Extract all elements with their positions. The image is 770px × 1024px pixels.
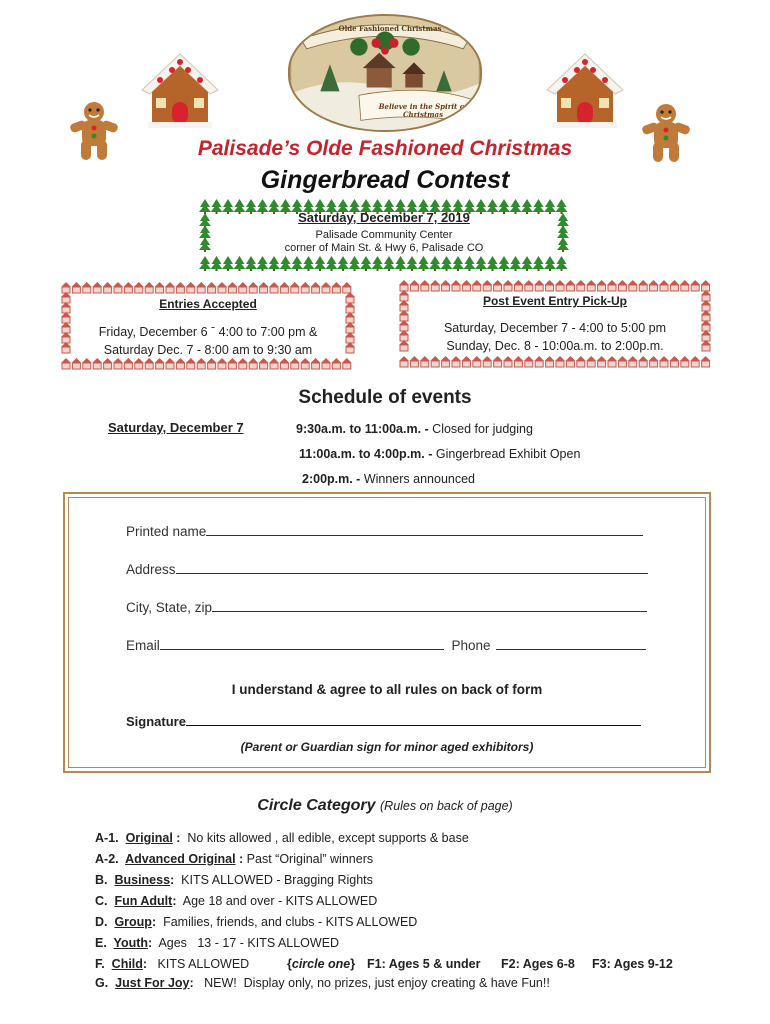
- small-house-icon: [420, 280, 430, 291]
- small-house-icon: [331, 358, 341, 369]
- small-house-icon: [680, 356, 690, 367]
- pickup-title: Post Event Entry Pick-Up: [482, 294, 628, 308]
- small-house-icon: [617, 280, 627, 291]
- schedule-day: Saturday, December 7: [108, 420, 244, 435]
- small-house-icon: [165, 282, 175, 293]
- small-house-icon: [576, 280, 586, 291]
- email-line[interactable]: [160, 636, 444, 650]
- small-house-icon: [399, 280, 409, 291]
- printed-name-field[interactable]: [126, 522, 643, 539]
- small-house-icon: [628, 356, 638, 367]
- small-house-icon: [279, 358, 289, 369]
- small-house-icon: [576, 356, 586, 367]
- category-separator: :: [172, 894, 177, 908]
- small-house-icon: [451, 356, 461, 367]
- small-house-icon: [238, 358, 248, 369]
- venue-address: corner of Main St. & Hwy 6, Palisade CO: [284, 242, 484, 254]
- schedule-time: 11:00a.m. to 4:00p.m. -: [299, 447, 433, 461]
- small-house-icon: [441, 356, 451, 367]
- tree-icon: [441, 256, 453, 271]
- signature-line[interactable]: [186, 712, 641, 726]
- small-house-icon: [482, 280, 492, 291]
- small-house-icon: [482, 356, 492, 367]
- entries-box: [60, 280, 356, 370]
- small-house-icon: [269, 358, 279, 369]
- tree-icon: [303, 256, 315, 271]
- small-house-icon: [472, 280, 482, 291]
- small-house-icon: [290, 358, 300, 369]
- small-house-icon: [196, 358, 206, 369]
- small-house-icon: [165, 358, 175, 369]
- tree-icon: [291, 256, 303, 271]
- small-house-icon: [399, 356, 409, 367]
- small-house-icon: [461, 280, 471, 291]
- tree-icon: [487, 256, 499, 271]
- contest-title: Gingerbread Contest: [260, 166, 510, 194]
- small-house-icon: [71, 358, 81, 369]
- schedule-desc: Closed for judging: [428, 422, 533, 436]
- tree-icon: [395, 256, 407, 271]
- tree-icon: [521, 256, 533, 271]
- small-house-icon: [399, 300, 409, 311]
- category-description: Past “Original” winners: [243, 852, 374, 866]
- small-house-icon: [186, 358, 196, 369]
- small-house-icon: [617, 356, 627, 367]
- tree-icon: [314, 256, 326, 271]
- small-house-icon: [555, 280, 565, 291]
- small-house-icon: [311, 282, 321, 293]
- small-house-icon: [534, 280, 544, 291]
- small-house-icon: [61, 342, 71, 353]
- small-house-icon: [503, 280, 513, 291]
- email-label: Email: [126, 638, 160, 653]
- schedule-desc: Winners announced: [360, 472, 476, 486]
- event-date: Saturday, December 7, 2019: [298, 210, 470, 225]
- small-house-icon: [238, 282, 248, 293]
- small-house-icon: [345, 322, 355, 333]
- category-code: A-1.: [95, 831, 126, 845]
- signature-label: Signature: [126, 714, 186, 729]
- category-description: KITS ALLOWED - Bragging Rights: [174, 873, 373, 887]
- tree-icon: [556, 256, 568, 271]
- entries-title: Entries Accepted: [159, 297, 257, 311]
- small-house-icon: [342, 282, 352, 293]
- small-house-icon: [649, 280, 659, 291]
- tree-icon: [557, 237, 569, 252]
- small-house-icon: [399, 310, 409, 321]
- tree-icon: [406, 256, 418, 271]
- tree-icon: [544, 256, 556, 271]
- small-house-icon: [493, 280, 503, 291]
- category-description: NEW! Display only, no prizes, just enjoy creating & have Fun!!: [193, 976, 550, 990]
- small-house-icon: [103, 358, 113, 369]
- category-code: A-2.: [95, 852, 126, 866]
- registration-form: [63, 492, 711, 773]
- tree-icon: [360, 256, 372, 271]
- printed-name-line[interactable]: [206, 522, 643, 536]
- small-house-icon: [259, 282, 269, 293]
- small-house-icon: [690, 280, 700, 291]
- small-house-icon: [61, 302, 71, 313]
- category-name: Group: [114, 915, 152, 929]
- small-house-icon: [701, 356, 711, 367]
- small-house-icon: [628, 280, 638, 291]
- tree-icon: [372, 256, 384, 271]
- category-description: Families, friends, and clubs - KITS ALLOWED: [156, 915, 418, 929]
- small-house-icon: [607, 280, 617, 291]
- category-separator: :: [172, 831, 181, 845]
- small-house-icon: [701, 330, 711, 341]
- small-house-icon: [607, 356, 617, 367]
- city-state-zip-label: City, State, zip: [126, 600, 213, 615]
- contest-logo: [288, 14, 482, 132]
- small-house-icon: [144, 282, 154, 293]
- small-house-icon: [409, 280, 419, 291]
- page-title: Palisade’s Olde Fashioned Christmas: [197, 137, 573, 160]
- category-name: Original: [125, 831, 173, 845]
- small-house-icon: [279, 282, 289, 293]
- small-house-icon: [227, 282, 237, 293]
- small-house-icon: [155, 358, 165, 369]
- small-house-icon: [701, 280, 711, 291]
- small-house-icon: [701, 320, 711, 331]
- small-house-icon: [144, 358, 154, 369]
- small-house-icon: [586, 356, 596, 367]
- schedule-heading: Schedule of events: [298, 387, 472, 408]
- small-house-icon: [461, 356, 471, 367]
- small-house-icon: [649, 356, 659, 367]
- category-code: F.: [95, 957, 112, 971]
- tree-icon: [418, 256, 430, 271]
- category-code: G.: [95, 976, 116, 990]
- small-house-icon: [134, 282, 144, 293]
- email-field[interactable]: [126, 636, 646, 653]
- tree-icon: [234, 256, 246, 271]
- small-house-icon: [155, 282, 165, 293]
- gingerbread-house-icon-right: [545, 50, 625, 130]
- tree-icon: [337, 256, 349, 271]
- category-item[interactable]: [95, 873, 373, 887]
- tree-icon: [199, 237, 211, 252]
- tree-icon: [245, 256, 257, 271]
- small-house-icon: [61, 292, 71, 303]
- category-code: C.: [95, 894, 115, 908]
- tree-icon: [211, 256, 223, 271]
- small-house-icon: [175, 358, 185, 369]
- small-house-icon: [399, 320, 409, 331]
- tree-icon: [383, 256, 395, 271]
- event-info-box: [198, 198, 570, 272]
- small-house-icon: [321, 282, 331, 293]
- small-house-icon: [134, 358, 144, 369]
- small-house-icon: [196, 282, 206, 293]
- category-description: Age 18 and over - KITS ALLOWED: [176, 894, 378, 908]
- small-house-icon: [217, 358, 227, 369]
- category-item[interactable]: [95, 852, 373, 866]
- category-heading-note: (Rules on back of page): [380, 799, 513, 813]
- category-item[interactable]: [95, 831, 469, 845]
- tree-icon: [475, 256, 487, 271]
- pickup-line-1: Saturday, December 7 - 4:00 to 5:00 pm: [443, 321, 667, 335]
- category-name: Advanced Original: [125, 852, 236, 866]
- small-house-icon: [290, 282, 300, 293]
- category-heading: [0, 797, 770, 815]
- small-house-icon: [399, 340, 409, 351]
- category-separator: :: [189, 976, 194, 990]
- small-house-icon: [430, 356, 440, 367]
- tree-icon: [257, 256, 269, 271]
- small-house-icon: [331, 282, 341, 293]
- small-house-icon: [71, 282, 81, 293]
- small-house-icon: [207, 282, 217, 293]
- entries-line-1: Friday, December 6 ˉ 4:00 to 7:00 pm &: [98, 325, 318, 339]
- category-item[interactable]: [95, 915, 417, 929]
- small-house-icon: [103, 282, 113, 293]
- small-house-icon: [472, 356, 482, 367]
- category-separator: :: [170, 873, 175, 887]
- small-house-icon: [669, 280, 679, 291]
- category-name: Just For Joy: [115, 976, 190, 990]
- schedule-desc: Gingerbread Exhibit Open: [432, 447, 581, 461]
- city-state-zip-field[interactable]: [126, 598, 647, 615]
- category-code: B.: [95, 873, 115, 887]
- small-house-icon: [345, 342, 355, 353]
- tree-icon: [326, 256, 338, 271]
- small-house-icon: [659, 356, 669, 367]
- tree-icon: [452, 256, 464, 271]
- small-house-icon: [701, 300, 711, 311]
- address-line[interactable]: [176, 560, 648, 574]
- small-house-icon: [123, 358, 133, 369]
- small-house-icon: [123, 282, 133, 293]
- tree-icon: [556, 199, 568, 214]
- small-house-icon: [61, 282, 71, 293]
- small-house-icon: [555, 356, 565, 367]
- small-house-icon: [513, 280, 523, 291]
- small-house-icon: [659, 280, 669, 291]
- small-house-icon: [409, 356, 419, 367]
- small-house-icon: [113, 282, 123, 293]
- small-house-icon: [321, 358, 331, 369]
- child-group-f2[interactable]: F2: Ages 6-8: [501, 957, 575, 971]
- category-name: Fun Adult: [114, 894, 173, 908]
- small-house-icon: [259, 358, 269, 369]
- tree-icon: [280, 256, 292, 271]
- category-name: Child: [111, 957, 143, 971]
- small-house-icon: [399, 290, 409, 301]
- small-house-icon: [61, 332, 71, 343]
- small-house-icon: [701, 310, 711, 321]
- small-house-icon: [597, 356, 607, 367]
- small-house-icon: [175, 282, 185, 293]
- logo-banner-text: Olde Fashioned Christmas: [338, 24, 442, 33]
- small-house-icon: [638, 356, 648, 367]
- small-house-icon: [565, 356, 575, 367]
- small-house-icon: [82, 282, 92, 293]
- tree-icon: [349, 256, 361, 271]
- category-separator: :: [151, 915, 157, 929]
- small-house-icon: [345, 302, 355, 313]
- small-house-icon: [311, 358, 321, 369]
- category-item[interactable]: [95, 957, 673, 971]
- phone-label: Phone: [451, 638, 491, 653]
- small-house-icon: [345, 292, 355, 303]
- small-house-icon: [669, 356, 679, 367]
- schedule-time: 9:30a.m. to 11:00a.m. -: [296, 422, 429, 436]
- tree-icon: [268, 256, 280, 271]
- small-house-icon: [61, 312, 71, 323]
- schedule-item: [302, 472, 475, 486]
- venue-name: Palisade Community Center: [315, 229, 453, 241]
- small-house-icon: [300, 282, 310, 293]
- small-house-icon: [82, 358, 92, 369]
- tree-icon: [498, 256, 510, 271]
- category-item[interactable]: [95, 894, 377, 908]
- small-house-icon: [680, 280, 690, 291]
- small-house-icon: [534, 356, 544, 367]
- small-house-icon: [342, 358, 352, 369]
- small-house-icon: [92, 282, 102, 293]
- small-house-icon: [227, 358, 237, 369]
- small-house-icon: [92, 358, 102, 369]
- small-house-icon: [61, 322, 71, 333]
- address-field[interactable]: [126, 560, 648, 577]
- small-house-icon: [545, 280, 555, 291]
- small-house-icon: [690, 356, 700, 367]
- small-house-icon: [399, 330, 409, 341]
- small-house-icon: [565, 280, 575, 291]
- tree-icon: [533, 256, 545, 271]
- category-description: KITS ALLOWED: [147, 957, 250, 971]
- category-separator: :: [148, 936, 153, 950]
- small-house-icon: [701, 340, 711, 351]
- small-house-icon: [430, 280, 440, 291]
- tree-icon: [222, 256, 234, 271]
- printed-name-label: Printed name: [126, 524, 207, 539]
- signature-field[interactable]: [126, 712, 641, 729]
- pickup-line-2: Sunday, Dec. 8 - 10:00a.m. to 2:00p.m.: [446, 339, 664, 353]
- tree-icon: [199, 199, 211, 214]
- category-description: No kits allowed , all edible, except supports & base: [180, 831, 469, 845]
- small-house-icon: [248, 282, 258, 293]
- child-group-f3[interactable]: F3: Ages 9-12: [592, 957, 673, 971]
- category-item[interactable]: [95, 976, 550, 990]
- small-house-icon: [597, 280, 607, 291]
- small-house-icon: [586, 280, 596, 291]
- small-house-icon: [300, 358, 310, 369]
- parent-note: (Parent or Guardian sign for minor aged exhibitors): [240, 740, 534, 754]
- child-group-f1[interactable]: F1: Ages 5 & under: [367, 957, 481, 971]
- small-house-icon: [701, 290, 711, 301]
- small-house-icon: [441, 280, 451, 291]
- city-state-zip-line[interactable]: [212, 598, 647, 612]
- pickup-box: [398, 278, 712, 368]
- phone-line[interactable]: [496, 636, 646, 650]
- tree-icon: [464, 256, 476, 271]
- category-heading-title: Circle Category: [257, 797, 376, 814]
- entries-line-2: Saturday Dec. 7 - 8:00 am to 9:30 am: [103, 343, 313, 357]
- small-house-icon: [545, 356, 555, 367]
- category-separator: :: [235, 852, 244, 866]
- small-house-icon: [345, 332, 355, 343]
- category-separator: :: [142, 957, 148, 971]
- small-house-icon: [451, 280, 461, 291]
- small-house-icon: [113, 358, 123, 369]
- tree-icon: [510, 256, 522, 271]
- small-house-icon: [207, 358, 217, 369]
- address-label: Address: [126, 562, 176, 577]
- small-house-icon: [186, 282, 196, 293]
- small-house-icon: [420, 356, 430, 367]
- agreement-text: I understand & agree to all rules on back of form: [231, 682, 543, 697]
- small-house-icon: [269, 282, 279, 293]
- small-house-icon: [524, 356, 534, 367]
- small-house-icon: [524, 280, 534, 291]
- small-house-icon: [345, 312, 355, 323]
- small-house-icon: [217, 282, 227, 293]
- tree-icon: [199, 256, 211, 271]
- gingerbread-house-icon-left: [140, 50, 220, 130]
- category-code: D.: [95, 915, 115, 929]
- schedule-item: [299, 447, 580, 461]
- circle-one-text: circle one: [291, 957, 351, 971]
- tree-icon: [429, 256, 441, 271]
- category-name: Business: [114, 873, 171, 887]
- small-house-icon: [61, 358, 71, 369]
- small-house-icon: [638, 280, 648, 291]
- small-house-icon: [248, 358, 258, 369]
- circle-one-note: {circle one}: [287, 957, 356, 971]
- logo-motto-text: Believe in the Spirit of Christmas: [378, 102, 468, 119]
- small-house-icon: [493, 356, 503, 367]
- category-name: Youth: [113, 936, 149, 950]
- category-description: Ages 13 - 17 - KITS ALLOWED: [152, 936, 340, 950]
- category-code: E.: [95, 936, 114, 950]
- category-item[interactable]: [95, 936, 339, 950]
- schedule-time: 2:00p.m. -: [302, 472, 361, 486]
- small-house-icon: [513, 356, 523, 367]
- small-house-icon: [503, 356, 513, 367]
- schedule-item: [296, 422, 533, 436]
